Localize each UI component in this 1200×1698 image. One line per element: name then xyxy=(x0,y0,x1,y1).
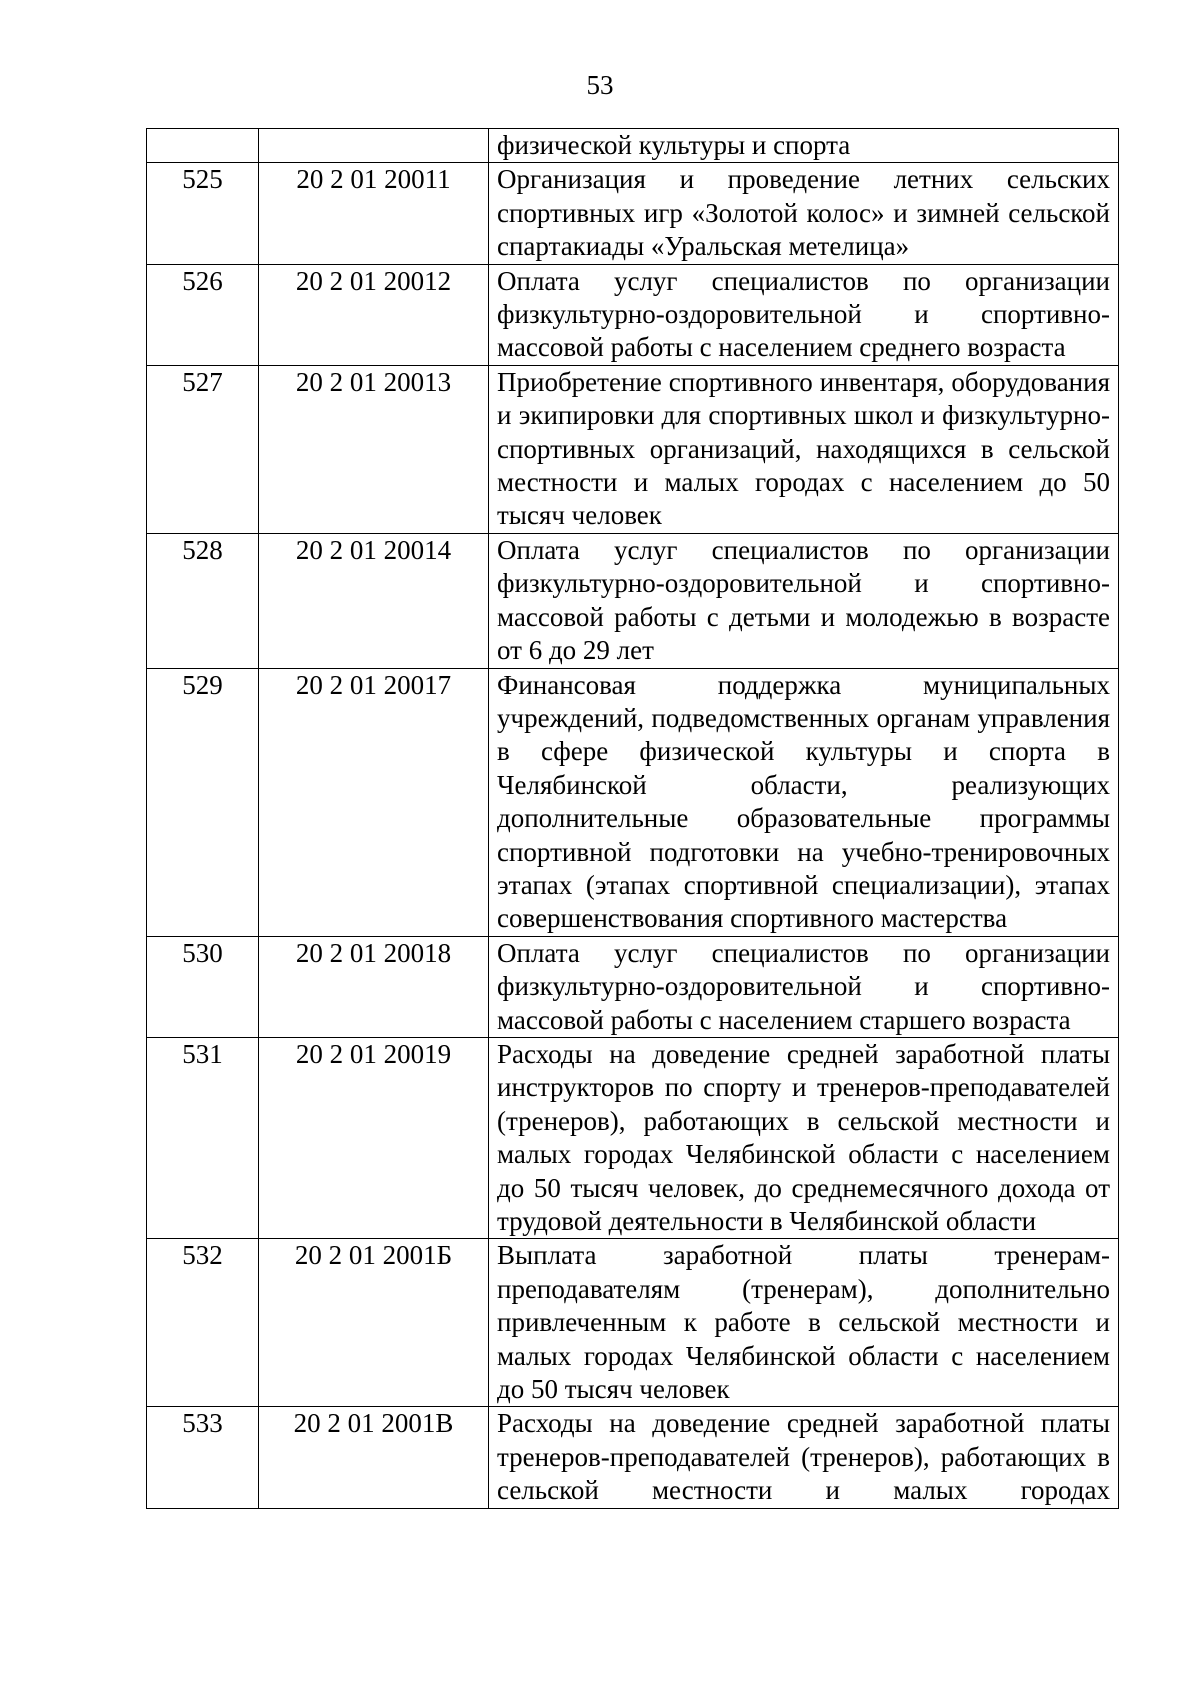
table-body xyxy=(147,129,1119,1509)
budget-code: 20 2 01 2001В xyxy=(259,1407,489,1508)
table-row xyxy=(147,1407,1119,1508)
row-description: Выплата заработной платы тренерам-преподавателям (тренерам), дополнительно привлеченным к работе в сельской местности и малых городах Челябинской области с населением до 50 тысяч человек xyxy=(489,1239,1119,1407)
row-description: Приобретение спортивного инвентаря, оборудования и экипировки для спортивных школ и физкультурно-спортивных организаций, находящихся в сельской местности и малых городах с населением до 50 тысяч человек xyxy=(489,365,1119,533)
row-description: Расходы на доведение средней заработной платы инструкторов по спорту и тренеров-преподавателей (тренеров), работающих в сельской местности и малых городах Челябинской области с населением до 50 тысяч человек, до среднемесячного дохода от трудовой деятельности в Челябинской области xyxy=(489,1037,1119,1238)
row-number: 527 xyxy=(147,365,259,533)
budget-code: 20 2 01 20018 xyxy=(259,936,489,1037)
table-row xyxy=(147,365,1119,533)
budget-code: 20 2 01 2001Б xyxy=(259,1239,489,1407)
page-number: 53 xyxy=(586,70,614,100)
row-number: 532 xyxy=(147,1239,259,1407)
table-row xyxy=(147,1037,1119,1238)
budget-code: 20 2 01 20017 xyxy=(259,668,489,936)
row-number: 529 xyxy=(147,668,259,936)
row-description: Расходы на доведение средней заработной платы тренеров-преподавателей (тренеров), работающих в сельской местности и малых городах xyxy=(489,1407,1119,1508)
row-number: 528 xyxy=(147,533,259,668)
row-number: 533 xyxy=(147,1407,259,1508)
row-description: Финансовая поддержка муниципальных учреждений, подведомственных органам управления в сфере физической культуры и спорта в Челябинской области, реализующих дополнительные образовательные программы спортивной подготовки на учебно-тренировочных этапах (этапах спортивной специализации), этапах совершенствования спортивного мастерства xyxy=(489,668,1119,936)
budget-code-table xyxy=(146,128,1119,1509)
table-row xyxy=(147,668,1119,936)
table-row xyxy=(147,533,1119,668)
table-row xyxy=(147,936,1119,1037)
row-number: 525 xyxy=(147,163,259,264)
budget-code xyxy=(259,129,489,163)
budget-code: 20 2 01 20011 xyxy=(259,163,489,264)
table-row xyxy=(147,264,1119,365)
row-number: 531 xyxy=(147,1037,259,1238)
row-number: 530 xyxy=(147,936,259,1037)
table-row xyxy=(147,1239,1119,1407)
row-description: Оплата услуг специалистов по организации физкультурно-оздоровительной и спортивно-массовой работы с детьми и молодежью в возрасте от 6 до 29 лет xyxy=(489,533,1119,668)
row-description: Оплата услуг специалистов по организации физкультурно-оздоровительной и спортивно-массовой работы с населением среднего возраста xyxy=(489,264,1119,365)
row-number xyxy=(147,129,259,163)
budget-code: 20 2 01 20014 xyxy=(259,533,489,668)
row-number: 526 xyxy=(147,264,259,365)
table-row xyxy=(147,129,1119,163)
row-description: Оплата услуг специалистов по организации физкультурно-оздоровительной и спортивно-массовой работы с населением старшего возраста xyxy=(489,936,1119,1037)
row-description: Организация и проведение летних сельских спортивных игр «Золотой колос» и зимней сельской спартакиады «Уральская метелица» xyxy=(489,163,1119,264)
row-description: физической культуры и спорта xyxy=(489,129,1119,163)
budget-code: 20 2 01 20019 xyxy=(259,1037,489,1238)
table-row xyxy=(147,163,1119,264)
budget-code: 20 2 01 20013 xyxy=(259,365,489,533)
budget-code: 20 2 01 20012 xyxy=(259,264,489,365)
